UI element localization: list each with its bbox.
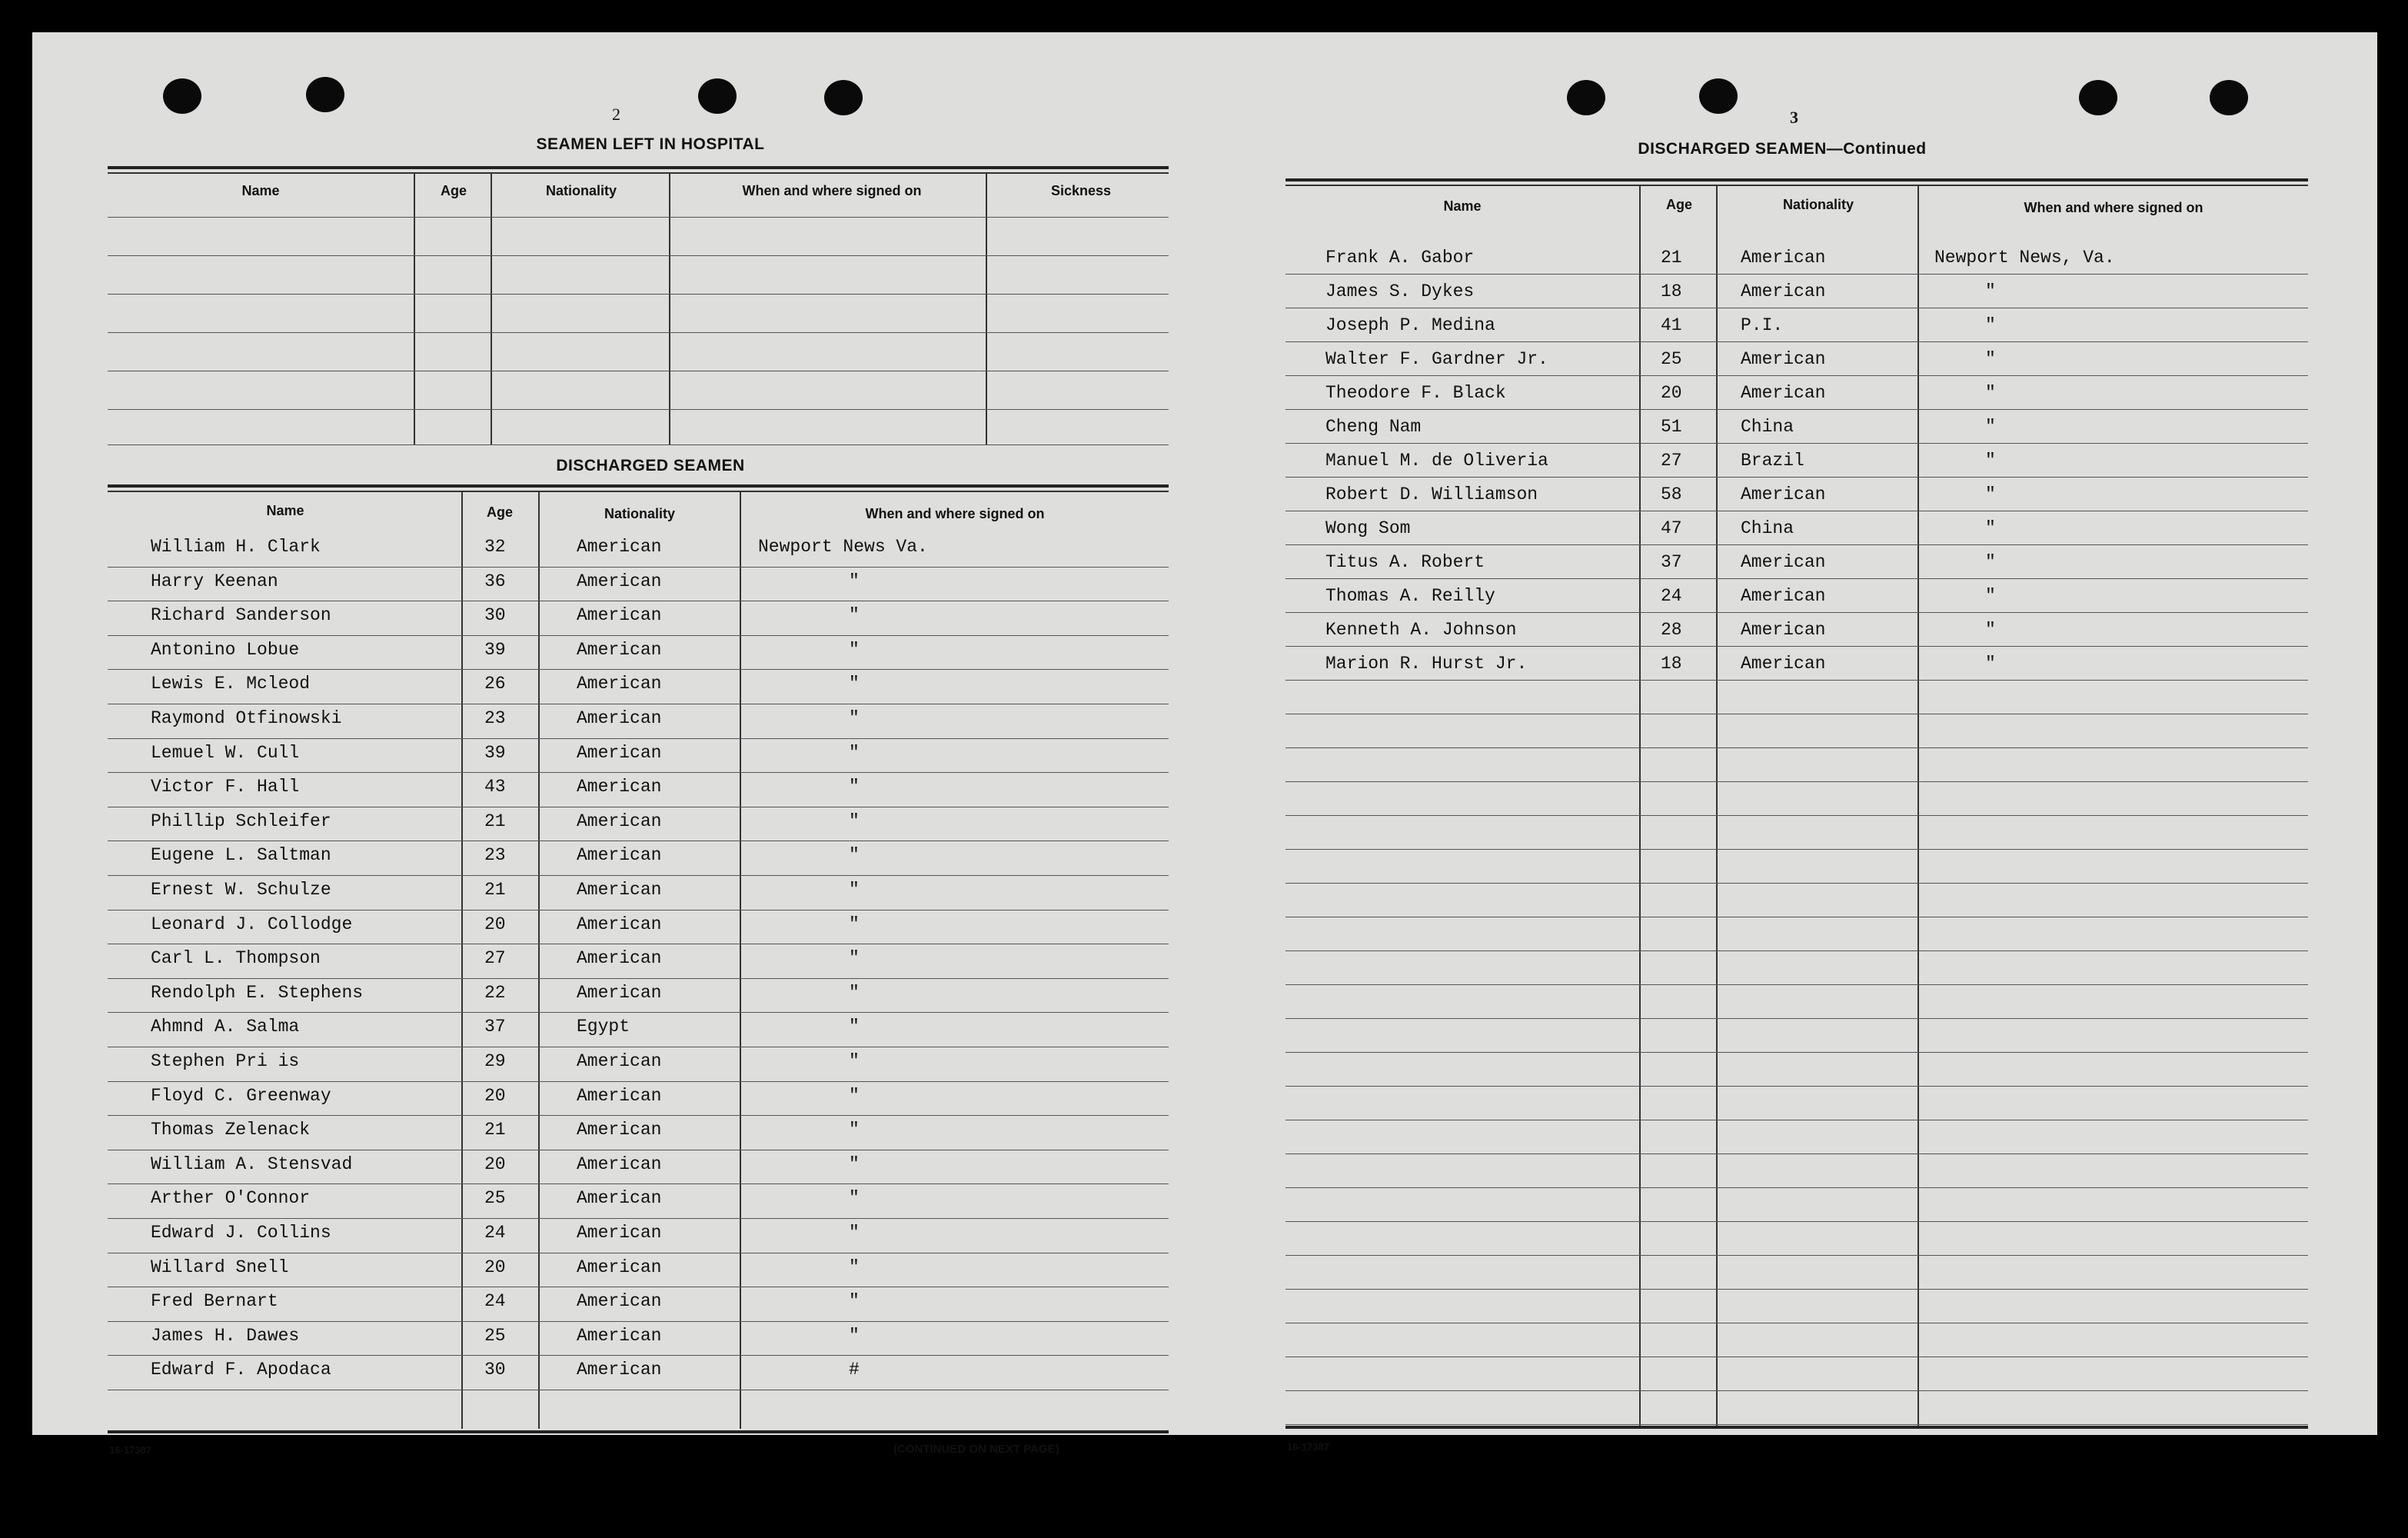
discharged-cell-age: 21	[484, 1120, 506, 1140]
discharged-cell-signed: "	[849, 605, 860, 626]
punch-hole	[2079, 80, 2117, 115]
discharged-cell-nat: American	[577, 708, 662, 728]
continued-cell-age: 51	[1661, 417, 1682, 437]
row-rule	[1285, 544, 2308, 545]
discharged-cell-age: 21	[484, 811, 506, 831]
continued-cell-nat: Brazil	[1741, 451, 1804, 471]
discharged-cell-nat: Egypt	[577, 1017, 630, 1037]
discharged-cell-signed: "	[849, 845, 860, 866]
row-rule	[1285, 815, 2308, 816]
row-rule	[108, 875, 1169, 876]
discharged-cell-age: 22	[484, 982, 506, 1003]
discharged-cell-name: Leonard J. Collodge	[151, 914, 353, 934]
row-rule	[1285, 341, 2308, 342]
discharged-cell-name: Richard Sanderson	[151, 605, 331, 626]
discharged-cell-name: Floyd C. Greenway	[151, 1085, 331, 1106]
row-rule	[1285, 883, 2308, 884]
form-number-right: 16-17387	[1287, 1441, 1329, 1453]
discharged-cell-nat: American	[577, 982, 662, 1003]
row-rule	[1285, 1086, 2308, 1087]
continued-cell-nat: American	[1741, 654, 1826, 674]
continued-cell-name: Joseph P. Medina	[1325, 315, 1495, 335]
discharged-cell-name: Arther O'Connor	[151, 1188, 311, 1209]
discharged-cell-age: 20	[484, 914, 506, 934]
discharged-cell-signed: "	[849, 571, 860, 591]
continued-cell-age: 58	[1661, 484, 1682, 504]
discharged-cell-name: William H. Clark	[151, 537, 321, 557]
row-rule	[1285, 1390, 2308, 1391]
discharged-cell-signed: Newport News Va.	[758, 537, 928, 557]
discharged-cell-name: Lemuel W. Cull	[151, 742, 300, 763]
discharged-cell-nat: American	[577, 1360, 662, 1380]
row-rule	[108, 1355, 1169, 1356]
discharged-cell-nat: American	[577, 605, 662, 626]
row-rule	[1285, 1289, 2308, 1290]
discharged-cell-age: 25	[484, 1188, 506, 1209]
discharged-cell-nat: American	[577, 1257, 662, 1277]
discharged-cell-age: 24	[484, 1223, 506, 1243]
discharged-col-signed-on: When and where signed on	[865, 506, 1045, 521]
row-rule	[1285, 274, 2308, 275]
continued-cell-signed: "	[1985, 586, 1996, 606]
discharged-cell-age: 20	[484, 1085, 506, 1106]
discharged-cell-age: 39	[484, 639, 506, 660]
continued-col-name: Name	[1443, 198, 1482, 214]
discharged-cell-signed: #	[849, 1360, 860, 1380]
row-rule	[1285, 1255, 2308, 1256]
row-rule	[108, 1321, 1169, 1322]
row-rule	[1285, 1052, 2308, 1053]
continued-cell-signed: Newport News, Va.	[1934, 248, 2115, 268]
punch-hole	[1567, 80, 1605, 115]
row-rule	[1285, 680, 2308, 681]
discharged-cell-age: 21	[484, 880, 506, 900]
discharged-col-name: Name	[266, 503, 304, 518]
discharged-cell-signed: "	[849, 1154, 860, 1174]
continued-cell-age: 21	[1661, 248, 1682, 268]
discharged-cell-name: Antonino Lobue	[151, 639, 300, 660]
punch-hole	[698, 78, 737, 114]
discharged-cell-age: 30	[484, 605, 506, 626]
discharged-cell-nat: American	[577, 571, 662, 591]
discharged-cell-name: Ernest W. Schulze	[151, 880, 331, 900]
continued-cell-age: 41	[1661, 315, 1682, 335]
row-rule	[108, 1115, 1169, 1116]
continued-cell-name: Titus A. Robert	[1325, 552, 1485, 572]
discharged-cell-nat: American	[577, 1085, 662, 1106]
discharged-cell-age: 27	[484, 948, 506, 969]
continued-col-nationality: Nationality	[1782, 197, 1854, 212]
continued-cell-signed: "	[1985, 654, 1996, 674]
discharged-cell-name: Lewis E. Mcleod	[151, 674, 311, 694]
hospital-title: SEAMEN LEFT IN HOSPITAL	[536, 135, 765, 153]
discharged-cell-name: Eugene L. Saltman	[151, 845, 331, 866]
discharged-cell-signed: "	[849, 982, 860, 1003]
discharged-cell-nat: American	[577, 639, 662, 660]
continued-cell-signed: "	[1985, 281, 1996, 301]
discharged-cell-age: 24	[484, 1291, 506, 1312]
continued-cell-name: Wong Som	[1325, 518, 1411, 538]
continued-cell-name: James S. Dykes	[1325, 281, 1475, 301]
continued-cell-age: 37	[1661, 552, 1682, 572]
discharged-cell-age: 37	[484, 1017, 506, 1037]
hospital-col-name: Name	[241, 183, 280, 198]
row-rule	[1285, 1018, 2308, 1019]
row-rule	[108, 567, 1169, 568]
punch-hole	[306, 77, 344, 112]
row-rule	[108, 1183, 1169, 1184]
discharged-cell-name: Phillip Schleifer	[151, 811, 331, 831]
discharged-cell-name: Carl L. Thompson	[151, 948, 321, 969]
continued-cell-name: Kenneth A. Johnson	[1325, 620, 1517, 640]
discharged-cell-nat: American	[577, 777, 662, 797]
discharged-cell-age: 23	[484, 845, 506, 866]
continued-cell-name: Marion R. Hurst Jr.	[1325, 654, 1528, 674]
form-number-left: 16-17387	[109, 1444, 151, 1456]
continued-cell-nat: China	[1741, 417, 1794, 437]
discharged-cell-age: 25	[484, 1325, 506, 1346]
punch-hole	[824, 80, 863, 115]
discharged-col-nationality: Nationality	[604, 506, 675, 521]
row-rule	[1285, 1424, 2308, 1425]
discharged-cell-name: James H. Dawes	[151, 1325, 300, 1346]
continued-cell-signed: "	[1985, 518, 1996, 538]
row-rule	[108, 1012, 1169, 1013]
row-rule	[1285, 849, 2308, 850]
discharged-cell-nat: American	[577, 1188, 662, 1209]
discharged-cell-name: Raymond Otfinowski	[151, 708, 342, 728]
page-number-right: 3	[1790, 108, 1798, 127]
row-rule	[108, 1081, 1169, 1082]
continued-cell-name: Robert D. Williamson	[1325, 484, 1538, 504]
continued-cell-age: 47	[1661, 518, 1682, 538]
row-rule	[1285, 409, 2308, 410]
continued-cell-signed: "	[1985, 552, 1996, 572]
continued-cell-age: 18	[1661, 281, 1682, 301]
continued-cell-age: 25	[1661, 349, 1682, 369]
discharged-cell-signed: "	[849, 1051, 860, 1071]
discharged-cell-nat: American	[577, 1154, 662, 1174]
continued-cell-signed: "	[1985, 417, 1996, 437]
discharged-cell-age: 26	[484, 674, 506, 694]
discharged-cell-age: 32	[484, 537, 506, 557]
continued-cell-nat: China	[1741, 518, 1794, 538]
discharged-cell-name: Edward F. Apodaca	[151, 1360, 331, 1380]
continued-cell-name: Cheng Nam	[1325, 417, 1422, 437]
discharged-cell-signed: "	[849, 811, 860, 831]
discharged-cell-nat: American	[577, 914, 662, 934]
continued-cell-name: Theodore F. Black	[1325, 383, 1506, 403]
continued-cell-signed: "	[1985, 315, 1996, 335]
continued-cell-nat: American	[1741, 586, 1826, 606]
discharged-cell-signed: "	[849, 914, 860, 934]
continued-cell-signed: "	[1985, 451, 1996, 471]
discharged-cell-signed: "	[849, 777, 860, 797]
discharged-cell-name: Harry Keenan	[151, 571, 278, 591]
discharged-cell-name: Victor F. Hall	[151, 777, 300, 797]
continued-cell-nat: American	[1741, 248, 1826, 268]
page-number-left: 2	[612, 105, 620, 124]
discharged-cell-name: William A. Stensvad	[151, 1154, 353, 1174]
continued-cell-age: 18	[1661, 654, 1682, 674]
row-rule	[1285, 1221, 2308, 1222]
discharged-cell-nat: American	[577, 845, 662, 866]
discharged-cell-signed: "	[849, 742, 860, 763]
punch-hole	[163, 78, 201, 114]
discharged-cell-name: Willard Snell	[151, 1257, 289, 1277]
hospital-col-sickness: Sickness	[1050, 183, 1112, 198]
continued-col-age: Age	[1665, 197, 1692, 212]
discharged-cell-name: Stephen Pri is	[151, 1051, 300, 1071]
continued-cell-nat: American	[1741, 620, 1826, 640]
discharged-cell-signed: "	[849, 639, 860, 660]
discharged-cell-signed: "	[849, 880, 860, 900]
discharged-cell-age: 43	[484, 777, 506, 797]
punch-hole	[1699, 78, 1738, 114]
continued-cell-signed: "	[1985, 620, 1996, 640]
row-rule	[108, 978, 1169, 979]
continued-cell-nat: American	[1741, 349, 1826, 369]
discharged-cell-age: 29	[484, 1051, 506, 1071]
hospital-col-signed-on: When and where signed on	[742, 183, 922, 198]
continued-cell-nat: American	[1741, 383, 1826, 403]
discharged-cell-signed: "	[849, 1291, 860, 1312]
continued-cell-age: 27	[1661, 451, 1682, 471]
continued-col-signed-on: When and where signed on	[2024, 200, 2203, 215]
discharged-cell-name: Rendolph E. Stephens	[151, 982, 364, 1003]
discharged-cell-nat: American	[577, 1291, 662, 1312]
discharged-cell-signed: "	[849, 1017, 860, 1037]
discharged-cell-signed: "	[849, 948, 860, 969]
row-rule	[1285, 477, 2308, 478]
continued-cell-signed: "	[1985, 349, 1996, 369]
discharged-cell-signed: "	[849, 1325, 860, 1346]
discharged-cell-nat: American	[577, 1223, 662, 1243]
discharged-cell-nat: American	[577, 1051, 662, 1071]
continued-cell-age: 28	[1661, 620, 1682, 640]
row-rule	[1285, 1187, 2308, 1188]
row-rule	[1285, 375, 2308, 376]
continued-cell-signed: "	[1985, 383, 1996, 403]
discharged-cell-name: Fred Bernart	[151, 1291, 278, 1312]
discharged-cell-name: Edward J. Collins	[151, 1223, 331, 1243]
row-rule	[1285, 781, 2308, 782]
hospital-col-nationality: Nationality	[545, 183, 617, 198]
row-rule	[1285, 646, 2308, 647]
row-rule	[1285, 950, 2308, 951]
discharged-cell-age: 36	[484, 571, 506, 591]
continued-note: (CONTINUED ON NEXT PAGE)	[893, 1443, 1059, 1456]
hospital-col-age: Age	[440, 183, 467, 198]
continued-cell-name: Manuel M. de Oliveria	[1325, 451, 1548, 471]
discharged-cell-nat: American	[577, 880, 662, 900]
row-rule	[1285, 747, 2308, 748]
row-rule	[108, 1218, 1169, 1219]
discharged-cell-signed: "	[849, 708, 860, 728]
continued-cell-name: Walter F. Gardner Jr.	[1325, 349, 1548, 369]
row-rule	[108, 669, 1169, 670]
discharged-title: DISCHARGED SEAMEN	[556, 457, 745, 474]
row-rule	[108, 772, 1169, 773]
discharged-cell-name: Thomas Zelenack	[151, 1120, 311, 1140]
punch-hole	[2210, 80, 2248, 115]
row-rule	[1285, 578, 2308, 579]
continued-cell-nat: American	[1741, 552, 1826, 572]
discharged-cell-nat: American	[577, 1325, 662, 1346]
discharged-cell-signed: "	[849, 1120, 860, 1140]
discharged-continued-title: DISCHARGED SEAMEN—Continued	[1638, 140, 1927, 158]
discharged-cell-age: 20	[484, 1257, 506, 1277]
continued-cell-age: 20	[1661, 383, 1682, 403]
document-scan	[32, 32, 2377, 1456]
row-rule	[108, 635, 1169, 636]
discharged-cell-signed: "	[849, 1085, 860, 1106]
row-rule	[1285, 612, 2308, 613]
discharged-cell-nat: American	[577, 1120, 662, 1140]
discharged-cell-nat: American	[577, 537, 662, 557]
discharged-cell-signed: "	[849, 1257, 860, 1277]
continued-cell-signed: "	[1985, 484, 1996, 504]
continued-cell-name: Frank A. Gabor	[1325, 248, 1475, 268]
continued-cell-nat: P.I.	[1741, 315, 1784, 335]
discharged-cell-signed: "	[849, 1188, 860, 1209]
discharged-cell-age: 39	[484, 742, 506, 763]
discharged-col-age: Age	[486, 504, 513, 520]
discharged-cell-nat: American	[577, 674, 662, 694]
discharged-cell-name: Ahmnd A. Salma	[151, 1017, 300, 1037]
row-rule	[1285, 443, 2308, 444]
continued-cell-age: 24	[1661, 586, 1682, 606]
continued-cell-nat: American	[1741, 484, 1826, 504]
discharged-cell-nat: American	[577, 742, 662, 763]
discharged-cell-signed: "	[849, 1223, 860, 1243]
row-rule	[1285, 984, 2308, 985]
discharged-cell-nat: American	[577, 948, 662, 969]
continued-cell-name: Thomas A. Reilly	[1325, 586, 1495, 606]
discharged-cell-signed: "	[849, 674, 860, 694]
discharged-cell-age: 30	[484, 1360, 506, 1380]
discharged-cell-nat: American	[577, 811, 662, 831]
discharged-cell-age: 23	[484, 708, 506, 728]
row-rule	[108, 738, 1169, 739]
continued-cell-nat: American	[1741, 281, 1826, 301]
discharged-cell-age: 20	[484, 1154, 506, 1174]
